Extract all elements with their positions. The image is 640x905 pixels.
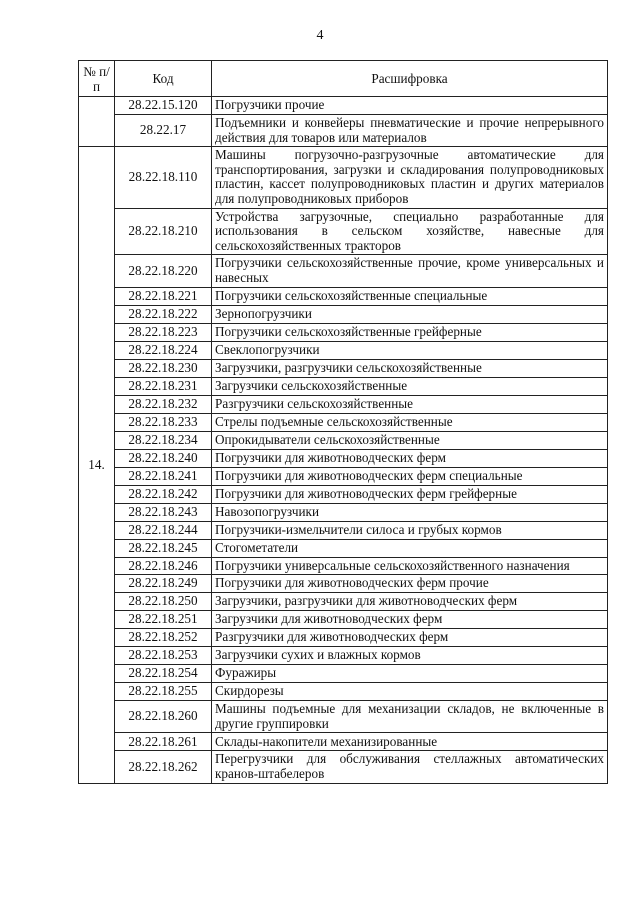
row-code: 28.22.18.249 [115, 575, 212, 593]
row-code: 28.22.18.221 [115, 287, 212, 305]
row-code: 28.22.18.220 [115, 255, 212, 287]
table-row [79, 557, 608, 575]
row-code: 28.22.18.245 [115, 539, 212, 557]
row-code: 28.22.18.252 [115, 629, 212, 647]
row-desc: Загрузчики сельскохозяйственные [212, 377, 608, 395]
row-desc: Загрузчики сухих и влажных кормов [212, 647, 608, 665]
table-row [79, 611, 608, 629]
classification-table [78, 60, 608, 784]
row-desc: Машины погрузочно-разгрузочные автоматические для транспортирования, загрузки и складирования полупроводниковых пластин, кассет полупроводниковых пластин и других материалов для полупроводниковых приборов [212, 147, 608, 208]
row-code: 28.22.18.110 [115, 147, 212, 208]
table-row [79, 629, 608, 647]
row-desc: Погрузчики сельскохозяйственные специальные [212, 287, 608, 305]
row-number-empty [79, 97, 115, 147]
row-code: 28.22.18.210 [115, 208, 212, 255]
row-code: 28.22.18.260 [115, 701, 212, 733]
row-code: 28.22.18.253 [115, 647, 212, 665]
row-code: 28.22.18.261 [115, 733, 212, 751]
table-row [79, 467, 608, 485]
table-row [79, 521, 608, 539]
row-desc: Зернопогрузчики [212, 305, 608, 323]
row-desc: Склады-накопители механизированные [212, 733, 608, 751]
table-row [79, 305, 608, 323]
row-desc: Загрузчики, разгрузчики сельскохозяйственные [212, 359, 608, 377]
table-row [79, 701, 608, 733]
row-desc: Устройства загрузочные, специально разработанные для использования в сельском хозяйстве, навесные для сельскохозяйственных тракторов [212, 208, 608, 255]
row-code: 28.22.18.240 [115, 449, 212, 467]
header-desc: Расшифровка [212, 61, 608, 97]
table-row [79, 323, 608, 341]
row-desc: Погрузчики для животноводческих ферм специальные [212, 467, 608, 485]
table-row [79, 683, 608, 701]
row-desc: Перегрузчики для обслуживания стеллажных автоматических кранов-штабелеров [212, 751, 608, 783]
row-code: 28.22.18.222 [115, 305, 212, 323]
row-desc: Загрузчики для животноводческих ферм [212, 611, 608, 629]
row-desc: Скирдорезы [212, 683, 608, 701]
table-row [79, 255, 608, 287]
table-row [79, 413, 608, 431]
row-desc: Погрузчики сельскохозяйственные грейферные [212, 323, 608, 341]
table-row [79, 539, 608, 557]
row-desc: Свеклопогрузчики [212, 341, 608, 359]
row-desc: Подъемники и конвейеры пневматические и прочие непрерывного действия для товаров или материалов [212, 115, 608, 147]
row-desc: Погрузчики для животноводческих ферм [212, 449, 608, 467]
table-row [79, 208, 608, 255]
row-desc: Стрелы подъемные сельскохозяйственные [212, 413, 608, 431]
row-desc: Погрузчики-измельчители силоса и грубых кормов [212, 521, 608, 539]
row-desc: Машины подъемные для механизации складов, не включенные в другие группировки [212, 701, 608, 733]
row-code: 28.22.18.250 [115, 593, 212, 611]
row-code: 28.22.18.241 [115, 467, 212, 485]
row-desc: Погрузчики для животноводческих ферм грейферные [212, 485, 608, 503]
group-number: 14. [79, 147, 115, 783]
row-code: 28.22.18.255 [115, 683, 212, 701]
row-code: 28.22.17 [115, 115, 212, 147]
row-desc: Погрузчики универсальные сельскохозяйственного назначения [212, 557, 608, 575]
row-code: 28.22.18.254 [115, 665, 212, 683]
table-row [79, 97, 608, 115]
table-row [79, 431, 608, 449]
table-row [79, 575, 608, 593]
table-row [79, 115, 608, 147]
table-row [79, 647, 608, 665]
row-code: 28.22.18.231 [115, 377, 212, 395]
row-desc: Разгрузчики сельскохозяйственные [212, 395, 608, 413]
table-row [79, 503, 608, 521]
row-code: 28.22.18.243 [115, 503, 212, 521]
row-code: 28.22.18.244 [115, 521, 212, 539]
table-row [79, 359, 608, 377]
header-code: Код [115, 61, 212, 97]
header-num: № п/п [79, 61, 115, 97]
table-row [79, 377, 608, 395]
row-code: 28.22.18.242 [115, 485, 212, 503]
row-desc: Погрузчики для животноводческих ферм прочие [212, 575, 608, 593]
row-desc: Опрокидыватели сельскохозяйственные [212, 431, 608, 449]
row-code: 28.22.18.232 [115, 395, 212, 413]
row-desc: Разгрузчики для животноводческих ферм [212, 629, 608, 647]
row-code: 28.22.18.234 [115, 431, 212, 449]
row-desc: Фуражиры [212, 665, 608, 683]
row-code: 28.22.15.120 [115, 97, 212, 115]
table-row [79, 751, 608, 783]
table-row [79, 485, 608, 503]
row-code: 28.22.18.251 [115, 611, 212, 629]
row-code: 28.22.18.233 [115, 413, 212, 431]
row-code: 28.22.18.223 [115, 323, 212, 341]
table-row [79, 395, 608, 413]
table-row [79, 341, 608, 359]
table-row [79, 449, 608, 467]
row-code: 28.22.18.230 [115, 359, 212, 377]
table-row [79, 593, 608, 611]
page-number: 4 [316, 28, 324, 43]
row-code: 28.22.18.246 [115, 557, 212, 575]
row-desc: Навозопогрузчики [212, 503, 608, 521]
row-desc: Погрузчики сельскохозяйственные прочие, кроме универсальных и навесных [212, 255, 608, 287]
table-row [79, 665, 608, 683]
row-desc: Погрузчики прочие [212, 97, 608, 115]
row-code: 28.22.18.224 [115, 341, 212, 359]
row-code: 28.22.18.262 [115, 751, 212, 783]
table-header-row [79, 61, 608, 97]
row-desc: Стогометатели [212, 539, 608, 557]
table-row [79, 147, 608, 208]
row-desc: Загрузчики, разгрузчики для животноводческих ферм [212, 593, 608, 611]
table-row [79, 287, 608, 305]
table-row [79, 733, 608, 751]
